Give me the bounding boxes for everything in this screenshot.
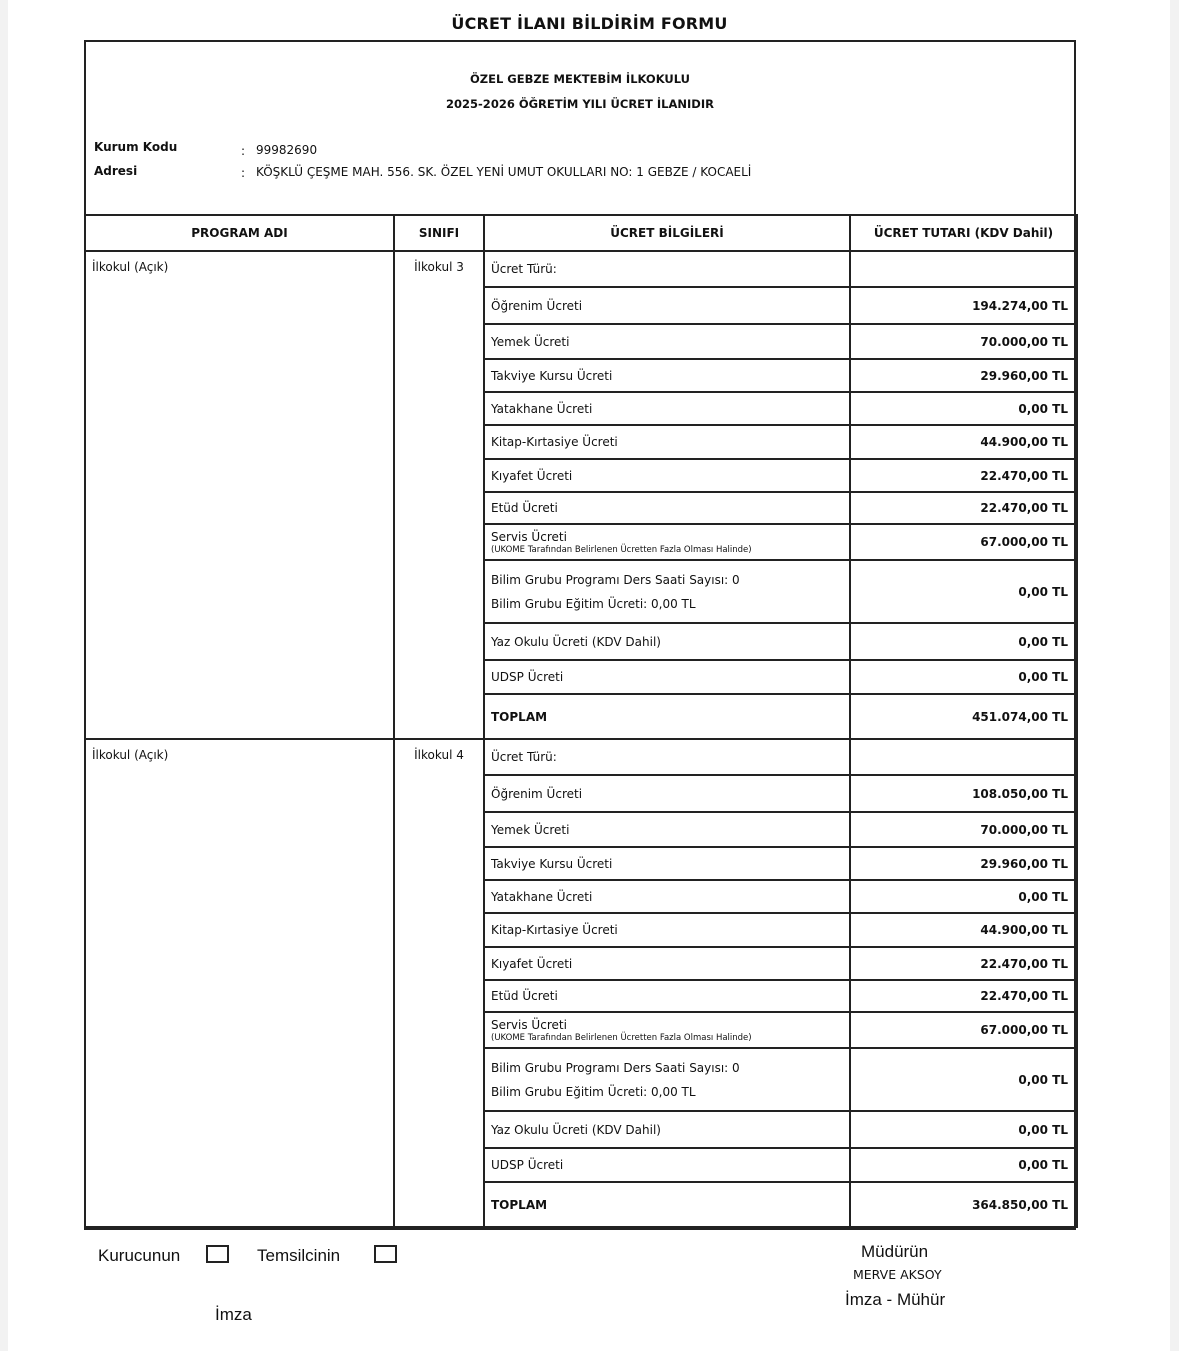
fee-label-cell [484, 425, 850, 459]
fee-amount: 67.000,00 TL [850, 1012, 1077, 1048]
fee-label-cell [484, 560, 850, 623]
fee-label-cell [484, 623, 850, 660]
fee-label-cell [484, 847, 850, 880]
fee-amount: 0,00 TL [850, 660, 1077, 694]
fee-label: Etüd Ücreti [491, 501, 558, 515]
fee-label: Bilim Grubu Programı Ders Saati Sayısı: 0 [491, 1060, 740, 1075]
fee-label: Kıyafet Ücreti [491, 468, 573, 483]
fee-label: Yemek Ücreti [491, 334, 570, 349]
fee-amount: 22.470,00 TL [850, 980, 1077, 1012]
fee-label-cell [484, 287, 850, 324]
fee-note: (UKOME Tarafından Belirlenen Ücretten Fazla Olması Halinde) [491, 544, 752, 555]
fee-amount: 108.050,00 TL [850, 775, 1077, 812]
fee-label-cell [484, 660, 850, 694]
fee-label-cell [484, 1012, 850, 1048]
program-name: İlkokul (Açık) [85, 251, 394, 739]
grade-name: İlkokul 4 [394, 739, 484, 1227]
fee-amount [850, 251, 1077, 287]
fee-amount: 44.900,00 TL [850, 913, 1077, 947]
fee-amount [850, 739, 1077, 775]
fee-label-cell [484, 459, 850, 492]
fee-amount: 70.000,00 TL [850, 324, 1077, 359]
director-name: MERVE AKSOY [853, 1267, 942, 1282]
fee-label-cell [484, 1182, 850, 1227]
program-name: İlkokul (Açık) [85, 739, 394, 1227]
fee-label-cell [484, 739, 850, 775]
fee-label: Yaz Okulu Ücreti (KDV Dahil) [491, 1122, 661, 1137]
fee-label: Ücret Türü: [491, 750, 557, 764]
school-name: ÖZEL GEBZE MEKTEBİM İLKOKULU [469, 72, 691, 86]
fee-amount: 29.960,00 TL [850, 359, 1077, 392]
fee-label: Öğrenim Ücreti [491, 298, 583, 313]
fee-amount: 22.470,00 TL [850, 947, 1077, 980]
grade-name: İlkokul 3 [394, 251, 484, 739]
fee-label: Etüd Ücreti [491, 989, 558, 1003]
fee-label: Yemek Ücreti [491, 822, 570, 837]
fee-amount: 44.900,00 TL [850, 425, 1077, 459]
fee-label-cell [484, 359, 850, 392]
fee-amount: 194.274,00 TL [850, 287, 1077, 324]
fee-label: TOPLAM [491, 1197, 548, 1212]
fee-label: UDSP Ücreti [491, 670, 564, 684]
fee-note: (UKOME Tarafından Belirlenen Ücretten Fazla Olması Halinde) [491, 1032, 752, 1043]
header-fee-info: ÜCRET BİLGİLERİ [484, 215, 850, 251]
fee-label-secondary: Bilim Grubu Eğitim Ücreti: 0,00 TL [491, 1084, 696, 1099]
representative-label: Temsilcinin [257, 1246, 341, 1265]
fee-label-cell [484, 694, 850, 739]
table-header-row [85, 215, 1077, 251]
representative-checkbox[interactable] [374, 1245, 397, 1263]
institution-code-label: Kurum Kodu [94, 140, 178, 154]
fee-amount: 29.960,00 TL [850, 847, 1077, 880]
fee-label: UDSP Ücreti [491, 1158, 564, 1172]
director-sign-seal-label: İmza - Mühür [845, 1290, 946, 1309]
fee-amount: 0,00 TL [850, 880, 1077, 913]
fee-label: Yatakhane Ücreti [491, 889, 593, 904]
fee-amount: 22.470,00 TL [850, 459, 1077, 492]
header-program-name: PROGRAM ADI [85, 215, 394, 251]
fee-label: Ücret Türü: [491, 262, 557, 276]
founder-checkbox[interactable] [206, 1245, 229, 1263]
fee-amount: 0,00 TL [850, 623, 1077, 660]
header-class: SINIFI [394, 215, 484, 251]
institution-code-value: 99982690 [256, 143, 318, 157]
fee-amount: 67.000,00 TL [850, 524, 1077, 560]
fee-label-cell [484, 1048, 850, 1111]
announcement-title: 2025-2026 ÖĞRETİM YILI ÜCRET İLANIDIR [446, 97, 714, 111]
fee-label: Kitap-Kırtasiye Ücreti [491, 923, 618, 937]
fee-label-cell [484, 980, 850, 1012]
total-amount: 364.850,00 TL [850, 1182, 1077, 1227]
header-fee-amount: ÜCRET TUTARI (KDV Dahil) [850, 215, 1077, 251]
founder-label: Kurucunun [98, 1246, 181, 1265]
fee-label-cell [484, 524, 850, 560]
form-title: ÜCRET İLANI BİLDİRİM FORMU [451, 14, 728, 33]
total-amount: 451.074,00 TL [850, 694, 1077, 739]
fee-amount: 0,00 TL [850, 1148, 1077, 1182]
fee-label: TOPLAM [491, 709, 548, 724]
fee-label: Yatakhane Ücreti [491, 401, 593, 416]
fee-row [85, 251, 1077, 287]
fee-label-cell [484, 392, 850, 425]
signature-label: İmza [215, 1305, 252, 1324]
fee-label: Kıyafet Ücreti [491, 956, 573, 971]
fee-row [85, 739, 1077, 775]
fee-label-cell [484, 1111, 850, 1148]
director-label: Müdürün [861, 1242, 929, 1261]
fee-amount: 0,00 TL [850, 560, 1077, 623]
fee-label-cell [484, 1148, 850, 1182]
fee-label: Servis Ücreti [491, 1017, 567, 1032]
address-colon: : [241, 166, 246, 180]
fee-label-cell [484, 947, 850, 980]
fee-label: Bilim Grubu Programı Ders Saati Sayısı: 0 [491, 572, 740, 587]
fee-amount: 0,00 TL [850, 392, 1077, 425]
fee-label: Takviye Kursu Ücreti [491, 856, 613, 871]
fee-label-cell [484, 812, 850, 847]
fee-label-cell [484, 492, 850, 524]
fee-label-cell [484, 775, 850, 812]
fee-amount: 0,00 TL [850, 1111, 1077, 1148]
fee-label-cell [484, 251, 850, 287]
fee-amount: 0,00 TL [850, 1048, 1077, 1111]
institution-code-colon: : [241, 144, 246, 158]
fee-label: Kitap-Kırtasiye Ücreti [491, 435, 618, 449]
fee-amount: 70.000,00 TL [850, 812, 1077, 847]
fee-label-cell [484, 880, 850, 913]
fee-label-cell [484, 913, 850, 947]
fee-label-secondary: Bilim Grubu Eğitim Ücreti: 0,00 TL [491, 596, 696, 611]
fee-label-cell [484, 324, 850, 359]
fee-amount: 22.470,00 TL [850, 492, 1077, 524]
fee-table [84, 214, 1078, 1228]
fee-label: Servis Ücreti [491, 529, 567, 544]
fee-label: Yaz Okulu Ücreti (KDV Dahil) [491, 634, 661, 649]
fee-label: Öğrenim Ücreti [491, 786, 583, 801]
address-value: KÖŞKLÜ ÇEŞME MAH. 556. SK. ÖZEL YENİ UMUT OKULLARI NO: 1 GEBZE / KOCAELİ [256, 165, 752, 179]
address-label: Adresi [94, 164, 138, 178]
fee-label: Takviye Kursu Ücreti [491, 368, 613, 383]
